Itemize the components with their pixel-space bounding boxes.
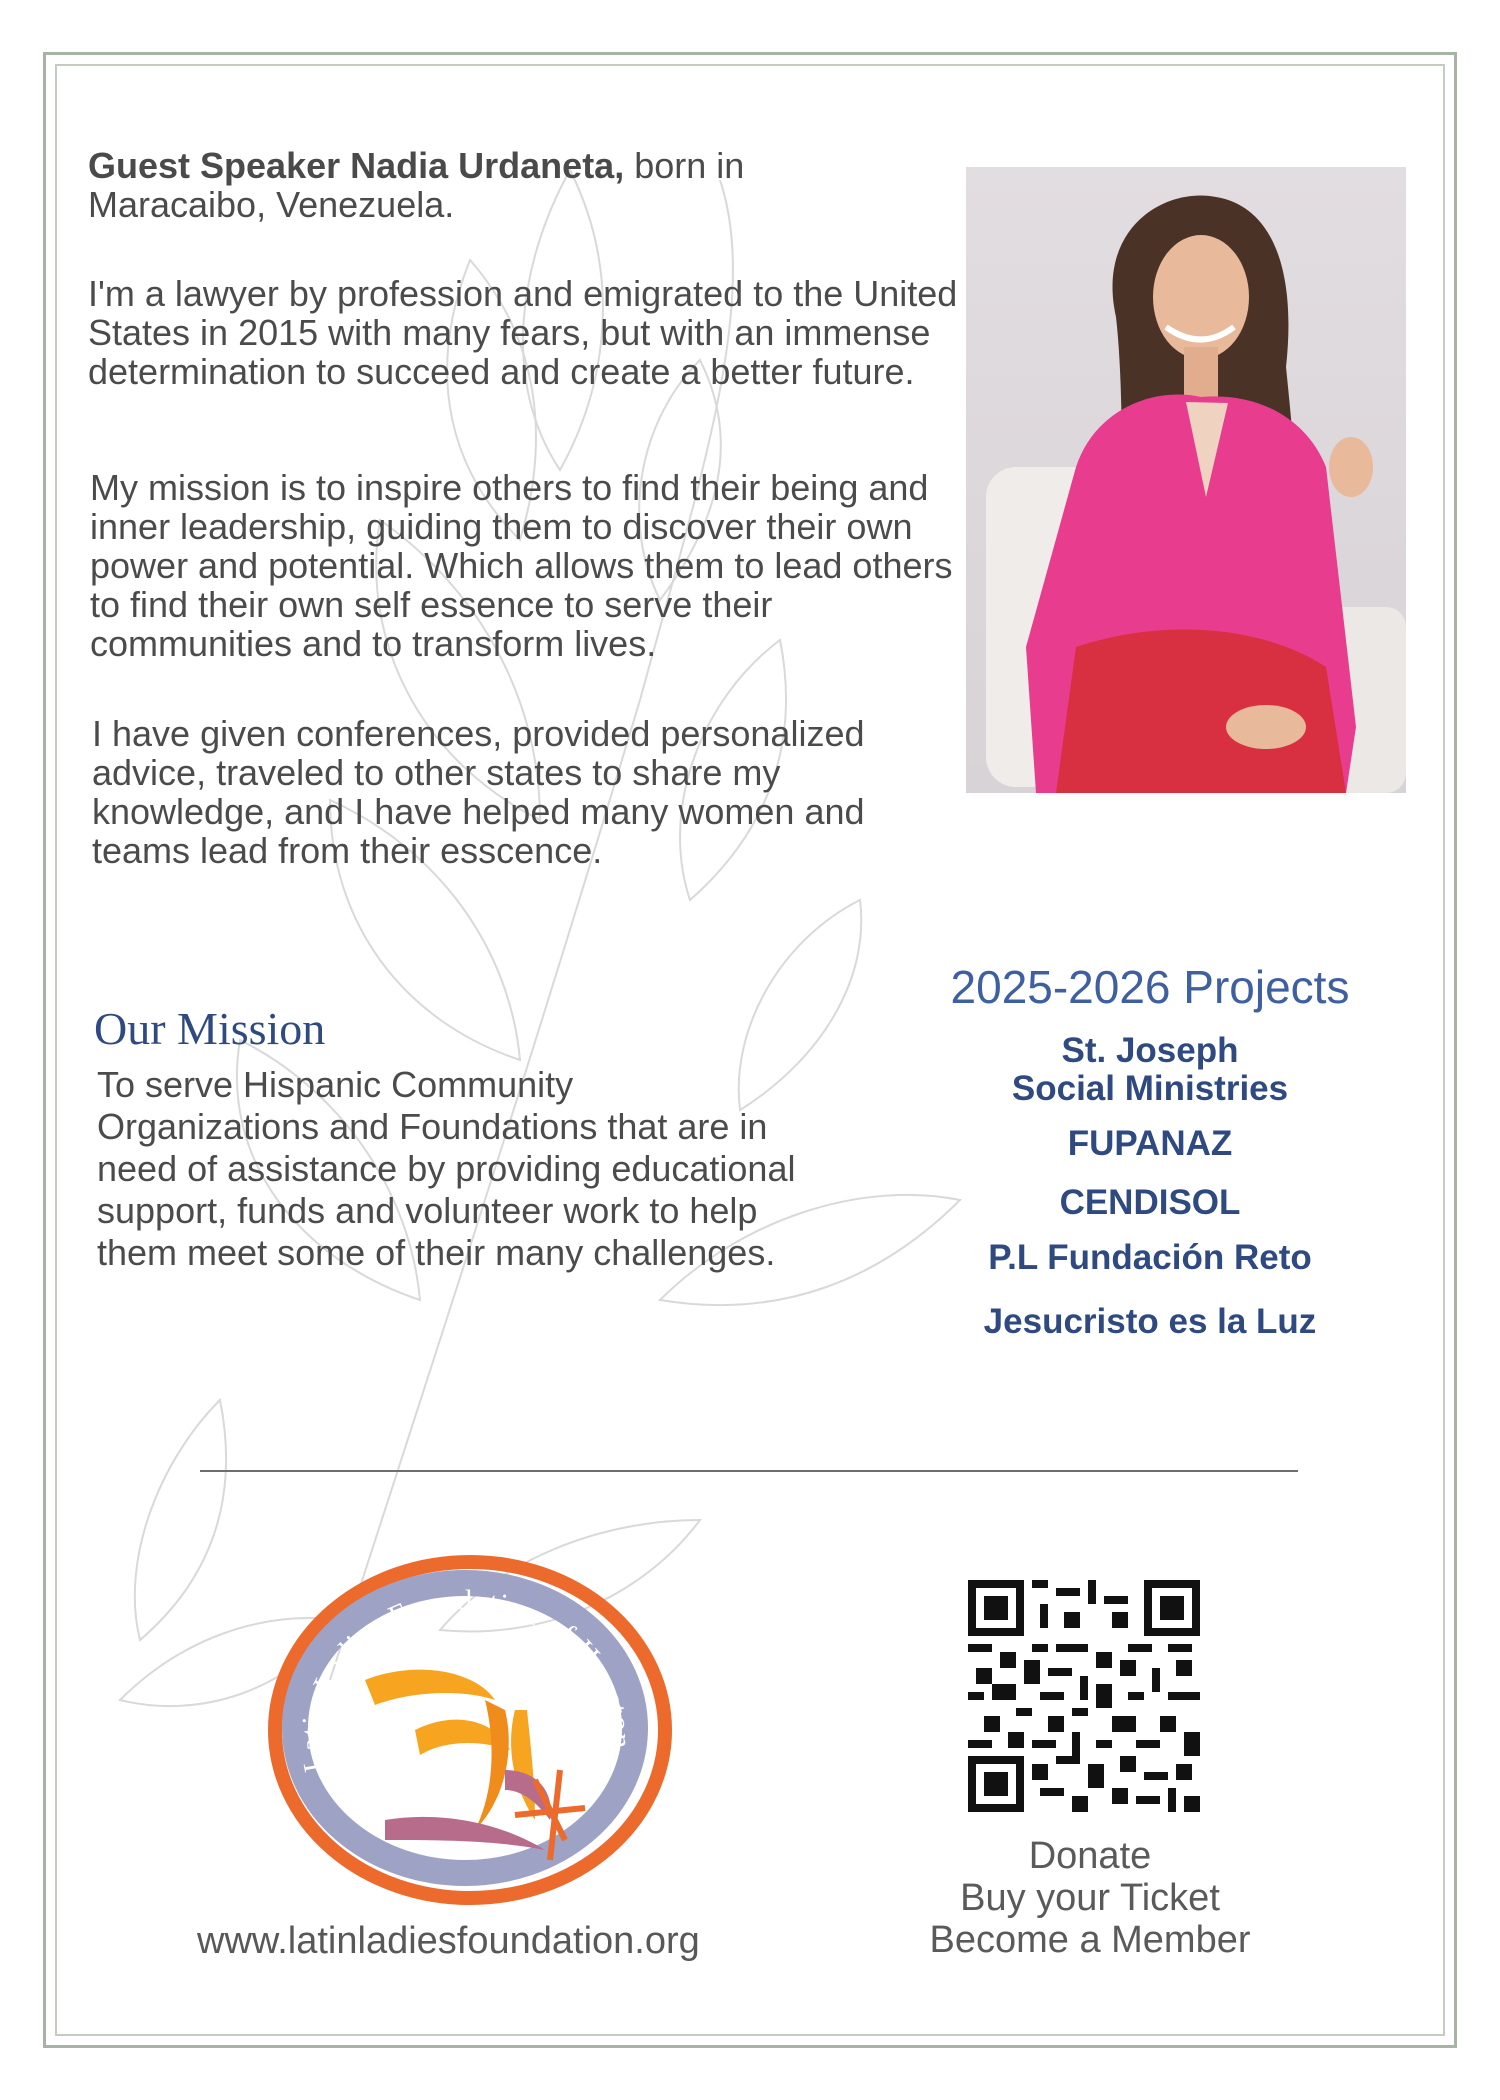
become-member-link[interactable]: Become a Member	[929, 1919, 1251, 1961]
projects-heading: 2025-2026 Projects	[950, 961, 1350, 1013]
mission-statement: To serve Hispanic Community Organizations and Foundations that are in need of assistance by providing educational support, funds and volunteer work to help them meet some of their many challenges.	[97, 1064, 796, 1273]
speaker-photo	[966, 167, 1406, 793]
bio-paragraph-mission: My mission is to inspire others to find their being and inner leadership, guiding them to discover their own power and potential. Which allows them to lead others to find their own self essence to serve their communities and to transform lives.	[90, 467, 953, 664]
qr-code[interactable]	[968, 1580, 1200, 1812]
call-to-action	[860, 1835, 1320, 1961]
project-item: CENDISOL	[1059, 1183, 1241, 1222]
bio-paragraph-profession: I'm a lawyer by profession and emigrated to the United States in 2015 with many fears, but with an immense determination to succeed and create a better future.	[88, 273, 958, 392]
section-divider	[200, 1470, 1298, 1472]
speaker-origin: born in Maracaibo, Venezuela.	[88, 145, 745, 225]
speaker-name: Guest Speaker Nadia Urdaneta,	[88, 145, 625, 186]
logo-ring-text: Latin Ladies Foundation of Houston	[295, 1584, 638, 1775]
project-item: Social Ministries	[1011, 1069, 1289, 1108]
website-link[interactable]: www.latinladiesfoundation.org	[197, 1920, 700, 1962]
donate-link[interactable]: Donate	[1028, 1835, 1152, 1877]
project-item: FUPANAZ	[1067, 1124, 1233, 1163]
foundation-logo	[265, 1540, 675, 1910]
bio-paragraph-experience: I have given conferences, provided personalized advice, traveled to other states to share my knowledge, and I have helped many women and teams lead from their esscence.	[92, 713, 865, 871]
project-item: P.L Fundación Reto	[988, 1238, 1312, 1277]
project-item: Jesucristo es la Luz	[983, 1302, 1317, 1341]
bio-intro	[88, 146, 888, 224]
buy-ticket-link[interactable]: Buy your Ticket	[960, 1877, 1220, 1919]
project-item: St. Joseph	[1061, 1031, 1239, 1070]
mission-heading: Our Mission	[94, 1003, 326, 1054]
